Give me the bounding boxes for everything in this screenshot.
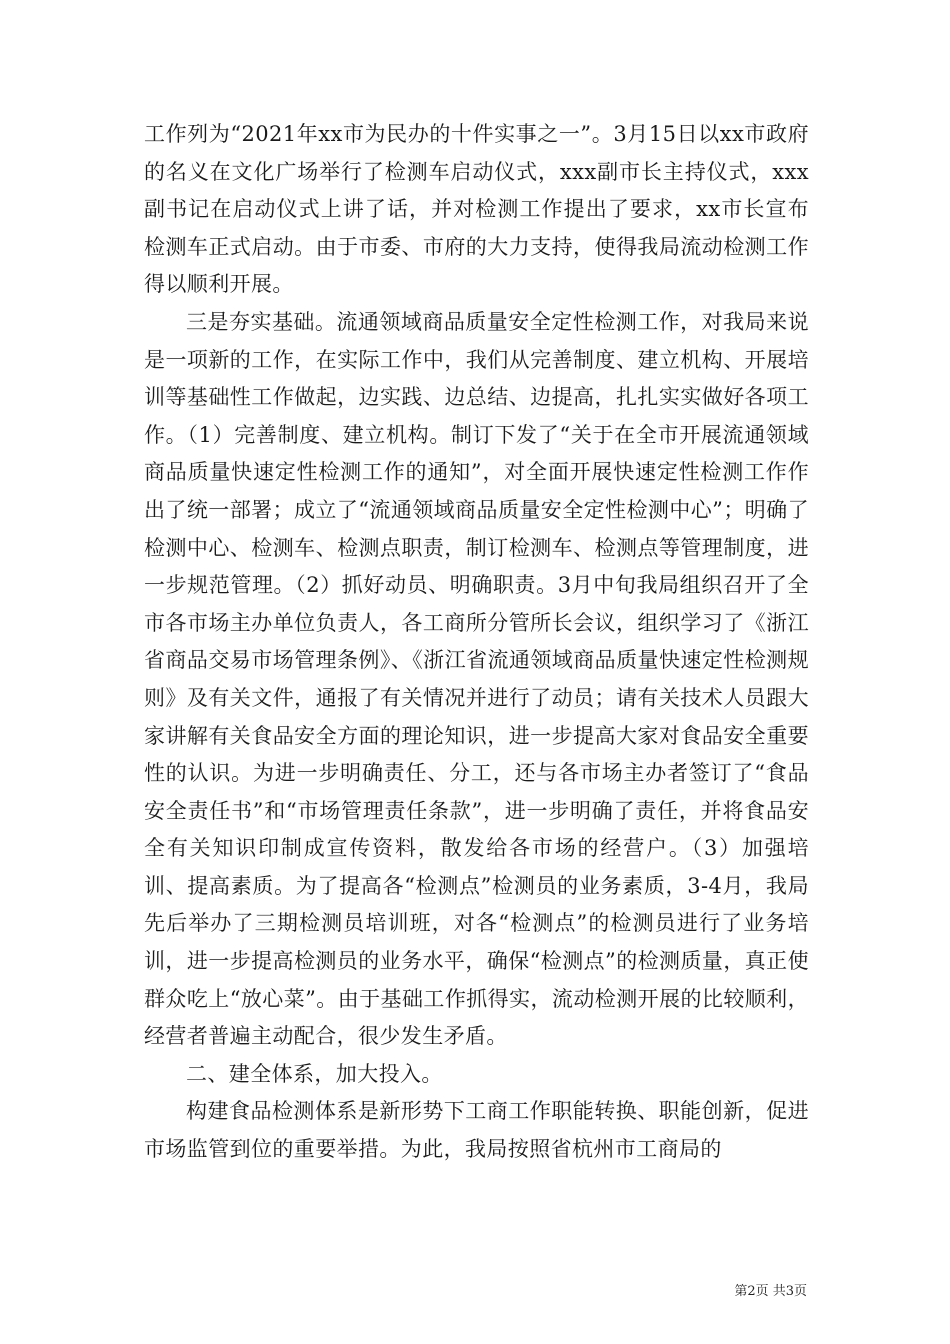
document-body <box>144 116 809 1169</box>
page-number: 第2页 共3页 <box>734 1284 807 1299</box>
paragraph-2: 三是夯实基础。流通领域商品质量安全定性检测工作，对我局来说是一项新的工作，在实际工作中，我们从完善制度、建立机构、开展培训等基础性工作做起，边实践、边总结、边提高，扎扎实实做好各项工作。（1）完善制度、建立机构。制订下发了“关于在全市开展流通领域商品质量快速定性检测工作的通知”，对全面开展快速定性检测工作作出了统一部署；成立了“流通领域商品质量安全定性检测中心”；明确了检测中心、检测车、检测点职责，制订检测车、检测点等管理制度，进一步规范管理。（2）抓好动员、明确职责。3月中旬我局组织召开了全市各市场主办单位负责人，各工商所分管所长会议，组织学习了《浙江省商品交易市场管理条例》、《浙江省流通领域商品质量快速定性检测规则》及有关文件，通报了有关情况并进行了动员；请有关技术人员跟大家讲解有关食品安全方面的理论知识，进一步提高大家对食品安全重要性的认识。为进一步明确责任、分工，还与各市场主办者签订了“食品安全责任书”和“市场管理责任条款”，进一步明确了责任，并将食品安全有关知识印制成宣传资料，散发给各市场的经营户。（3）加强培训、提高素质。为了提高各“检测点”检测员的业务素质，3-4月，我局先后举办了三期检测员培训班，对各“检测点”的检测员进行了业务培训，进一步提高检测员的业务水平，确保“检测点”的检测质量，真正使群众吃上“放心菜”。由于基础工作抓得实，流动检测开展的比较顺利，经营者普遍主动配合，很少发生矛盾。 <box>144 309 809 1049</box>
section-heading: 二、建全体系，加大投入。 <box>186 1061 443 1086</box>
paragraph-3: 构建食品检测体系是新形势下工商工作职能转换、职能创新，促进市场监管到位的重要举措。为此，我局按照省杭州市工商局的 <box>144 1099 809 1162</box>
paragraph-1: 工作列为“2021年xx市为民办的十件实事之一”。3月15日以xx市政府的名义在文化广场举行了检测车启动仪式，xxx副市长主持仪式，xxx副书记在启动仪式上讲了话，并对检测工作提出了要求，xx市长宣布检测车正式启动。由于市委、市府的大力支持，使得我局流动检测工作得以顺利开展。 <box>144 122 809 297</box>
